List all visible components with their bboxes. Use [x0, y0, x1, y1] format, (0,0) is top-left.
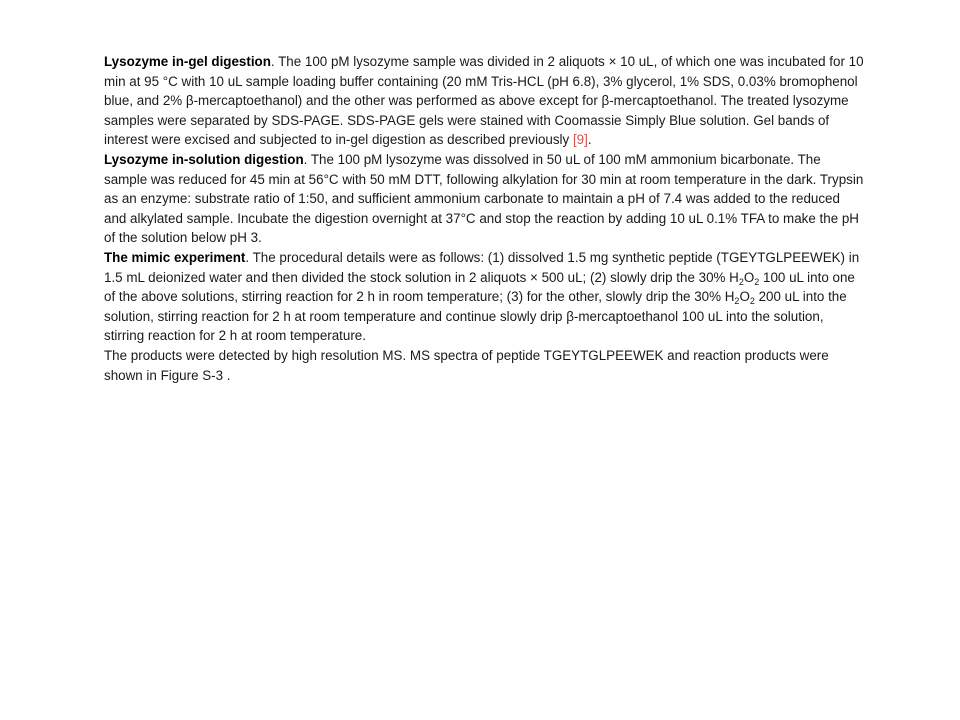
paragraph-in-solution-digestion	[104, 150, 864, 248]
subscript: 2	[754, 276, 760, 287]
body-mimic-experiment-e: 200 uL into the solution, stirring reaction for 2 h at room temperature and continue slowly drip β-mercaptoethanol 100 uL into the solution, stirring reaction for 2 h at room temperature.	[104, 289, 847, 344]
subscript: 2	[738, 276, 744, 287]
heading-mimic-experiment: The mimic experiment	[104, 249, 246, 265]
body-mimic-experiment-b: O	[743, 269, 755, 285]
paragraph-products-detection	[104, 346, 864, 385]
paragraph-mimic-experiment	[104, 248, 864, 346]
body-in-gel-digestion: . The 100 pM lysozyme sample was divided in 2 aliquots × 10 uL, of which one was incubated for 10 min at 95 °C with 10 uL sample loading buffer containing (20 mM Tris-HCL (pH 6.8), 3% glycerol, 1% SDS, 0.03% bromophenol blue, and 2% β-mercaptoethanol) and the other was performed as above except for β-mercaptoethanol. The treated lysozyme samples were separated by SDS-PAGE. SDS-PAGE gels were stained with Coomassie Simply Blue solution. Gel bands of interest were excised and subjected to in-gel digestion as described previously	[104, 54, 864, 148]
body-mimic-experiment-a: . The procedural details were as follows: (1) dissolved 1.5 mg synthetic peptide (TGEYTGLPEEWEK) in 1.5 mL deionized water and then divided the stock solution in 2 aliquots × 500 uL; (2) slowly drip the 30% H	[104, 249, 860, 285]
body-in-gel-digestion-tail: .	[587, 132, 592, 148]
body-products-detection: The products were detected by high resolution MS. MS spectra of peptide TGEYTGLPEEWEK and reaction products were shown in Figure S-3 .	[104, 347, 829, 383]
heading-in-gel-digestion: Lysozyme in-gel digestion	[104, 54, 271, 69]
reference-link[interactable]: [9]	[572, 132, 588, 148]
paragraph-in-gel-digestion	[104, 52, 864, 150]
body-mimic-experiment-d: O	[739, 289, 750, 305]
body-mimic-experiment-c: 100 uL into one of the above solutions, stirring reaction for 2 h in room temperature; (3) for the other, slowly drip the 30% H	[104, 269, 855, 305]
heading-in-solution-digestion: Lysozyme in-solution digestion	[104, 151, 304, 167]
subscript: 2	[734, 296, 740, 307]
body-in-solution-digestion: . The 100 pM lysozyme was dissolved in 50 uL of 100 mM ammonium bicarbonate. The sample was reduced for 45 min at 56°C with 50 mM DTT, following alkylation for 30 min at room temperature in the dark. Trypsin as an enzyme: substrate ratio of 1:50, and sufficient ammonium carbonate to maintain a pH of 7.4 was added to the reduced and alkylated sample. Incubate the digestion overnight at 37°C and stop the reaction by adding 10 uL 0.1% TFA to make the pH of the solution below pH 3.	[104, 151, 864, 246]
methods-text-block	[104, 52, 864, 385]
subscript: 2	[749, 296, 755, 307]
